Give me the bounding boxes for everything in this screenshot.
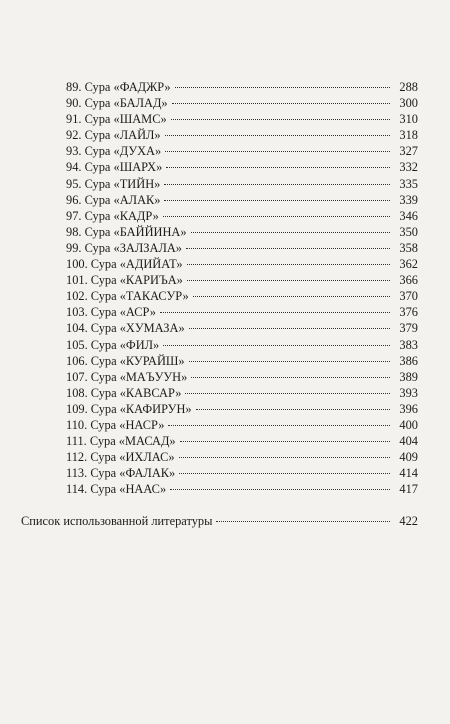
toc-entry <box>66 272 418 288</box>
toc-leader-dots <box>196 409 390 410</box>
toc-entry <box>66 127 418 143</box>
toc-entry-title: 91. Сура «ШАМС» <box>66 112 167 127</box>
toc-entry <box>66 401 418 417</box>
toc-leader-dots <box>163 345 390 346</box>
toc-entry-title: 99. Сура «ЗАЛЗАЛА» <box>66 240 182 255</box>
toc-entry <box>66 304 418 320</box>
toc-leader-dots <box>187 264 390 265</box>
toc-entry-title: 92. Сура «ЛАЙЛ» <box>66 128 161 143</box>
toc-entry-page: 358 <box>399 240 418 255</box>
toc-entry-page: 366 <box>399 273 418 288</box>
toc-leader-dots <box>179 473 390 474</box>
toc-entry <box>21 513 418 529</box>
toc-leader-dots <box>185 393 390 394</box>
toc-entry-title: 89. Сура «ФАДЖР» <box>66 80 171 94</box>
toc-entry-page: 318 <box>399 128 418 143</box>
toc-entry-page: 393 <box>399 385 418 400</box>
toc-entry-title: 111. Сура «МАСАД» <box>66 434 176 449</box>
toc-entry <box>66 224 418 240</box>
toc-entry-title: 104. Сура «ХУМАЗА» <box>66 321 185 336</box>
toc-leader-dots <box>160 312 390 313</box>
toc-entry-page: 376 <box>399 305 418 320</box>
toc-entry-page: 417 <box>399 482 418 497</box>
toc-entry-page: 310 <box>399 112 418 127</box>
toc-entry <box>66 465 418 481</box>
toc-leader-dots <box>165 135 390 136</box>
toc-entry-page: 386 <box>399 353 418 368</box>
toc-leader-dots <box>175 87 390 88</box>
toc-entry-title: 97. Сура «КАДР» <box>66 208 159 223</box>
toc-entry-page: 409 <box>399 450 418 465</box>
toc-entry <box>66 385 418 401</box>
toc-entry <box>66 256 418 272</box>
toc-entry <box>66 143 418 159</box>
toc-entry-title: 112. Сура «ИХЛАС» <box>66 450 175 465</box>
toc-entry-page: 346 <box>399 208 418 223</box>
toc-entry-title: 109. Сура «КАФИРУН» <box>66 401 192 416</box>
toc-entry-title: 110. Сура «НАСР» <box>66 417 165 432</box>
toc-entry <box>66 337 418 353</box>
toc-entry-page: 362 <box>399 257 418 272</box>
toc-entry-title: 90. Сура «БАЛАД» <box>66 96 168 111</box>
toc-leader-dots <box>171 119 390 120</box>
toc-leader-dots <box>180 441 390 442</box>
toc-entry-title: 102. Сура «ТАКАСУР» <box>66 289 189 304</box>
toc-entry-page: 327 <box>399 144 418 159</box>
table-of-contents <box>66 79 418 497</box>
toc-leader-dots <box>172 103 390 104</box>
toc-entry-page: 379 <box>399 321 418 336</box>
toc-entry <box>66 176 418 192</box>
toc-entry-page: 404 <box>399 434 418 449</box>
toc-entry <box>66 111 418 127</box>
toc-entry-title: 93. Сура «ДУХА» <box>66 144 162 159</box>
toc-entry <box>66 433 418 449</box>
toc-entry-page: 400 <box>399 417 418 432</box>
toc-entry <box>66 417 418 433</box>
toc-entry-title: 98. Сура «БАЙЙИНА» <box>66 224 187 239</box>
toc-entry-page: 396 <box>399 401 418 416</box>
toc-leader-dots <box>165 151 390 152</box>
toc-entry-page: 422 <box>399 514 418 528</box>
toc-leader-dots <box>170 489 390 490</box>
toc-entry-page: 300 <box>399 96 418 111</box>
toc-entry-page: 414 <box>399 466 418 481</box>
toc-leader-dots <box>168 425 390 426</box>
toc-leader-dots <box>191 377 390 378</box>
toc-entry-title: 108. Сура «КАВСАР» <box>66 385 182 400</box>
toc-entry-title: 105. Сура «ФИЛ» <box>66 337 160 352</box>
toc-leader-dots <box>164 184 390 185</box>
toc-leader-dots <box>189 361 390 362</box>
toc-entry <box>66 192 418 208</box>
toc-entry-title: 94. Сура «ШАРХ» <box>66 160 163 175</box>
toc-leader-dots <box>164 200 390 201</box>
toc-entry <box>66 95 418 111</box>
toc-entry-title: Список использованной литературы <box>21 514 213 528</box>
toc-leader-dots <box>189 328 390 329</box>
toc-entry <box>66 449 418 465</box>
toc-entry-title: 106. Сура «КУРАЙШ» <box>66 353 185 368</box>
bibliography-entry <box>21 513 418 529</box>
toc-leader-dots <box>216 521 390 522</box>
toc-entry-title: 96. Сура «АЛАК» <box>66 192 161 207</box>
toc-entry-page: 339 <box>399 192 418 207</box>
toc-entry-title: 95. Сура «ТИЙН» <box>66 176 161 191</box>
toc-entry <box>66 208 418 224</box>
toc-entry-title: 100. Сура «АДИЙАТ» <box>66 257 183 272</box>
toc-entry-page: 335 <box>399 176 418 191</box>
toc-entry <box>66 353 418 369</box>
toc-entry <box>66 288 418 304</box>
toc-entry-page: 350 <box>399 224 418 239</box>
toc-leader-dots <box>166 167 390 168</box>
toc-entry-page: 370 <box>399 289 418 304</box>
toc-entry-page: 288 <box>399 80 418 94</box>
toc-entry <box>66 79 418 95</box>
toc-leader-dots <box>186 248 390 249</box>
toc-entry-title: 113. Сура «ФАЛАК» <box>66 466 176 481</box>
toc-leader-dots <box>187 280 390 281</box>
toc-entry-page: 389 <box>399 369 418 384</box>
toc-entry <box>66 481 418 497</box>
toc-leader-dots <box>163 216 390 217</box>
toc-entry-title: 107. Сура «МАЪУУН» <box>66 369 188 384</box>
toc-leader-dots <box>193 296 390 297</box>
toc-entry <box>66 159 418 175</box>
toc-entry-page: 332 <box>399 160 418 175</box>
toc-entry-title: 114. Сура «НААС» <box>66 482 167 497</box>
toc-entry-title: 103. Сура «АСР» <box>66 305 156 320</box>
toc-leader-dots <box>191 232 390 233</box>
toc-entry <box>66 240 418 256</box>
toc-entry-page: 383 <box>399 337 418 352</box>
toc-entry-title: 101. Сура «КАРИЪА» <box>66 273 183 288</box>
toc-entry <box>66 320 418 336</box>
toc-entry <box>66 369 418 385</box>
toc-leader-dots <box>179 457 390 458</box>
